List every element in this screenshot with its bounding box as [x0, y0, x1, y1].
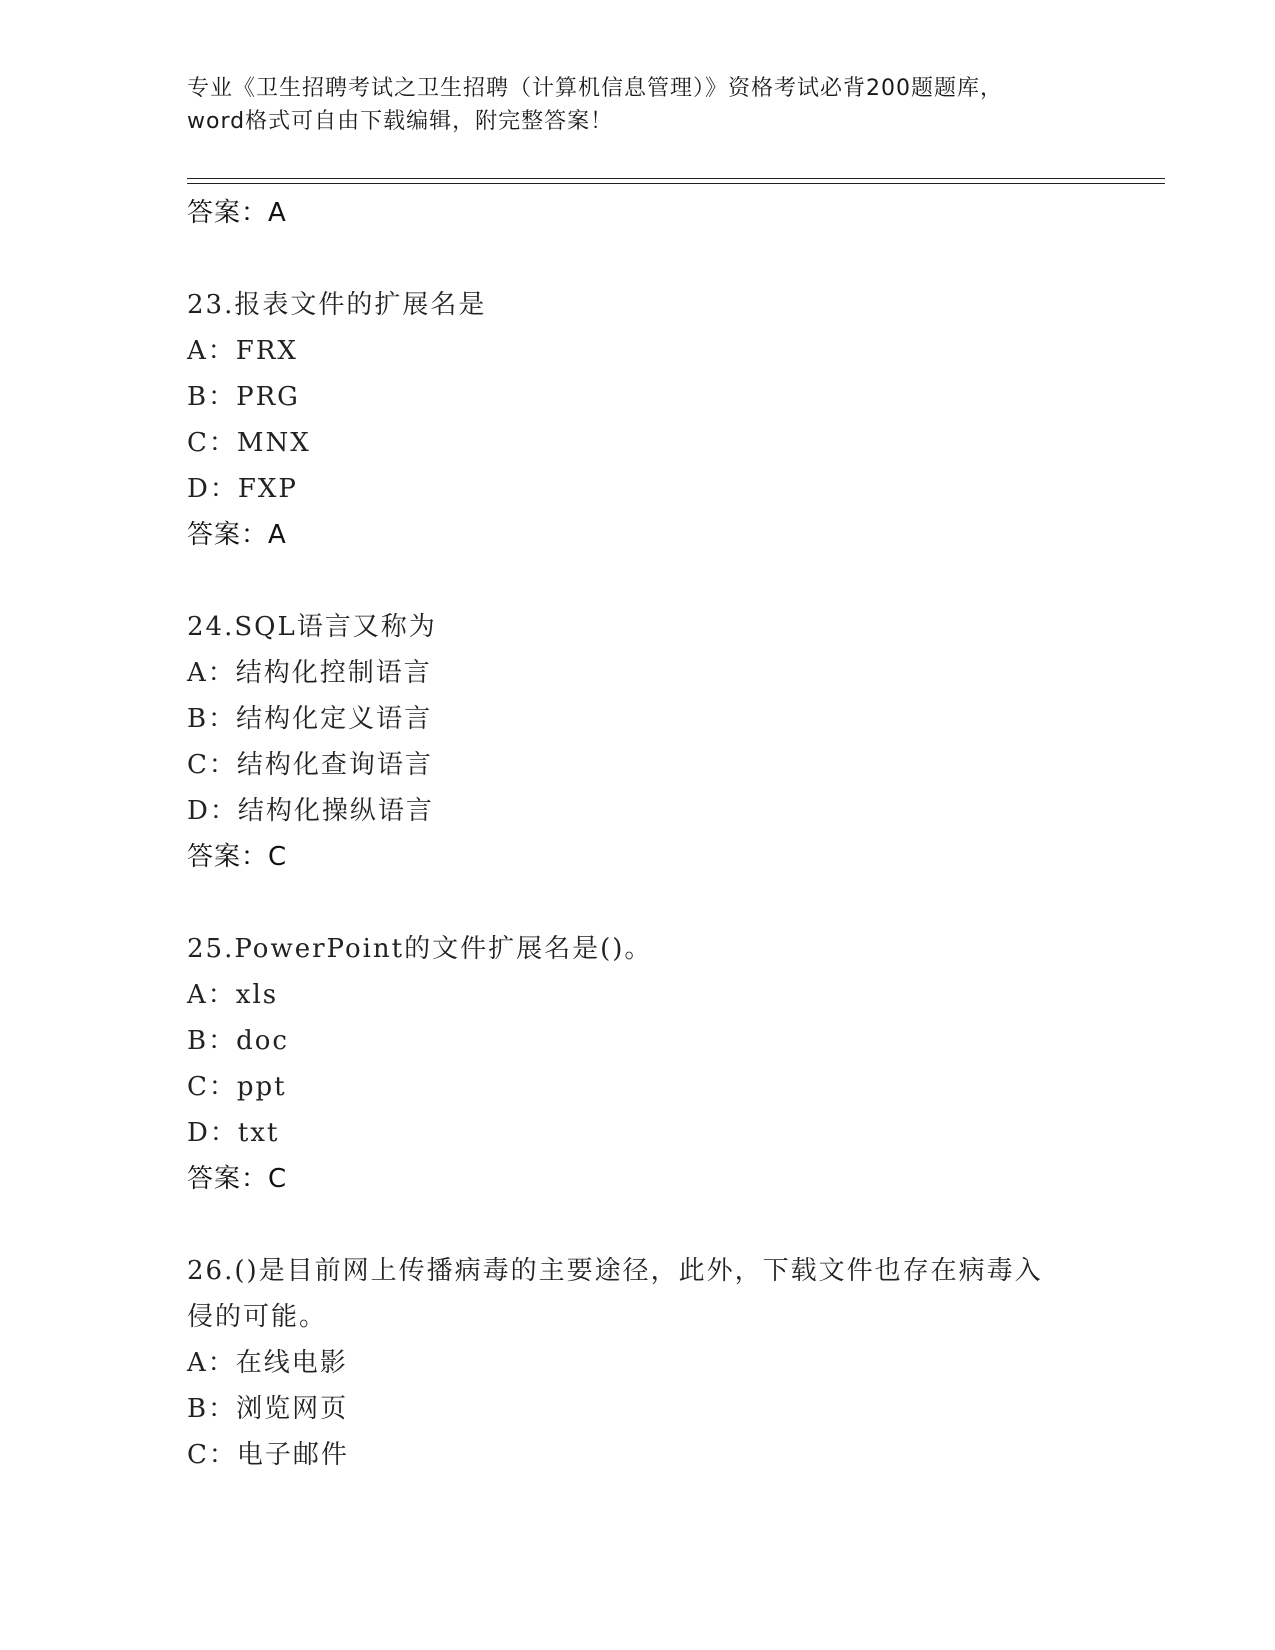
option-b: B：浏览网页 [187, 1394, 349, 1424]
answer-line: 答案：C [187, 842, 288, 872]
option-c: C：MNX [187, 428, 311, 458]
document-header [187, 72, 1087, 138]
option-c: C：结构化查询语言 [187, 750, 433, 780]
answer-line: 答案：A [187, 520, 287, 550]
question-26 [187, 1248, 1087, 1478]
option-a: A：结构化控制语言 [187, 658, 432, 688]
option-a: A：FRX [187, 336, 298, 366]
header-line-2: word格式可自由下载编辑，附完整答案！ [187, 109, 614, 134]
option-d: D：FXP [187, 474, 298, 504]
question-24 [187, 604, 1087, 880]
option-a: A：在线电影 [187, 1348, 348, 1378]
option-d: D：txt [187, 1118, 280, 1148]
option-c: C：电子邮件 [187, 1440, 349, 1470]
option-d: D：结构化操纵语言 [187, 796, 434, 826]
question-title: 24.SQL语言又称为 [187, 612, 437, 642]
question-title: 23.报表文件的扩展名是 [187, 290, 487, 320]
header-rule-bottom [187, 183, 1165, 184]
question-23 [187, 282, 1087, 558]
header-line-1: 专业《卫生招聘考试之卫生招聘（计算机信息管理）》资格考试必背200题题库， [187, 76, 1003, 101]
option-b: B：doc [187, 1026, 289, 1056]
option-b: B：PRG [187, 382, 300, 412]
answer-line: 答案：A [187, 198, 287, 228]
question-list [187, 190, 1087, 1478]
option-a: A：xls [187, 980, 279, 1010]
header-rule-top [187, 178, 1165, 179]
answer-line: 答案：C [187, 1164, 288, 1194]
option-b: B：结构化定义语言 [187, 704, 433, 734]
question-25 [187, 926, 1087, 1202]
question-title: 26.()是目前网上传播病毒的主要途径，此外，下载文件也存在病毒入侵的可能。 [187, 1256, 1043, 1332]
option-c: C：ppt [187, 1072, 287, 1102]
question-title: 25.PowerPoint的文件扩展名是()。 [187, 934, 653, 964]
